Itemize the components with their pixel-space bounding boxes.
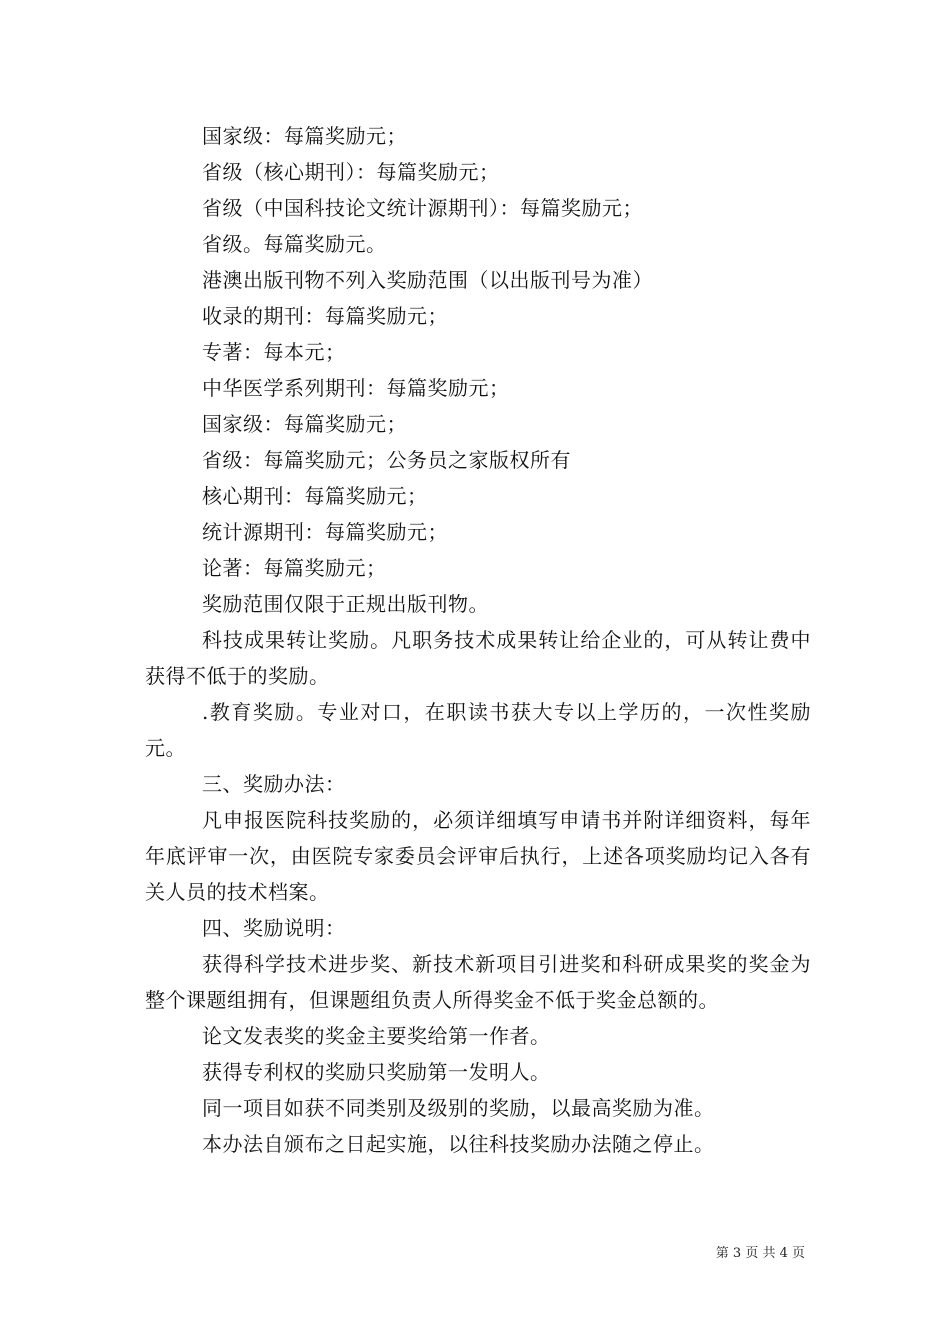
page-number-footer: 第 3 页 共 4 页 xyxy=(715,1246,805,1261)
paragraph: 省级（中国科技论文统计源期刊）：每篇奖励元； xyxy=(202,196,643,220)
paragraph: 论文发表奖的奖金主要奖给第一作者。 xyxy=(202,1024,551,1048)
paragraph: 奖励范围仅限于正规出版刊物。 xyxy=(202,592,489,616)
paragraph: 省级（核心期刊）：每篇奖励元； xyxy=(202,160,500,184)
paragraph: 国家级：每篇奖励元； xyxy=(202,412,407,436)
paragraph: 中华医学系列期刊：每篇奖励元； xyxy=(202,376,510,400)
paragraph: 国家级：每篇奖励元； xyxy=(202,124,407,148)
paragraph: 凡申报医院科技奖励的，必须详细填写申请书并附详细资料，每年年底评审一次，由医院专家委员会评审后执行，上述各项奖励均记入各有关人员的技术档案。 xyxy=(145,808,811,904)
paragraph: 港澳出版刊物不列入奖励范围（以出版刊号为准） xyxy=(202,268,653,292)
paragraph: 论著：每篇奖励元； xyxy=(202,556,387,580)
paragraph: 统计源期刊：每篇奖励元； xyxy=(202,520,448,544)
paragraph: 科技成果转让奖励。凡职务技术成果转让给企业的，可从转让费中获得不低于的奖励。 xyxy=(145,628,811,688)
paragraph: 专著：每本元； xyxy=(202,340,346,364)
section-heading: 四、奖励说明： xyxy=(202,916,346,940)
paragraph: 本办法自颁布之日起实施，以往科技奖励办法随之停止。 xyxy=(202,1132,715,1156)
paragraph: 收录的期刊：每篇奖励元； xyxy=(202,304,448,328)
document-body xyxy=(145,118,811,1162)
paragraph: 省级：每篇奖励元；公务员之家版权所有 xyxy=(202,448,571,472)
paragraph: 获得专利权的奖励只奖励第一发明人。 xyxy=(202,1060,551,1084)
section-heading: 三、奖励办法： xyxy=(202,772,346,796)
paragraph: 核心期刊：每篇奖励元； xyxy=(202,484,428,508)
paragraph: 省级。每篇奖励元。 xyxy=(202,232,387,256)
paragraph: 同一项目如获不同类别及级别的奖励，以最高奖励为准。 xyxy=(202,1096,715,1120)
paragraph: 获得科学技术进步奖、新技术新项目引进奖和科研成果奖的奖金为整个课题组拥有，但课题组负责人所得奖金不低于奖金总额的。 xyxy=(145,952,811,1012)
paragraph: .教育奖励。专业对口，在职读书获大专以上学历的，一次性奖励元。 xyxy=(145,700,811,760)
